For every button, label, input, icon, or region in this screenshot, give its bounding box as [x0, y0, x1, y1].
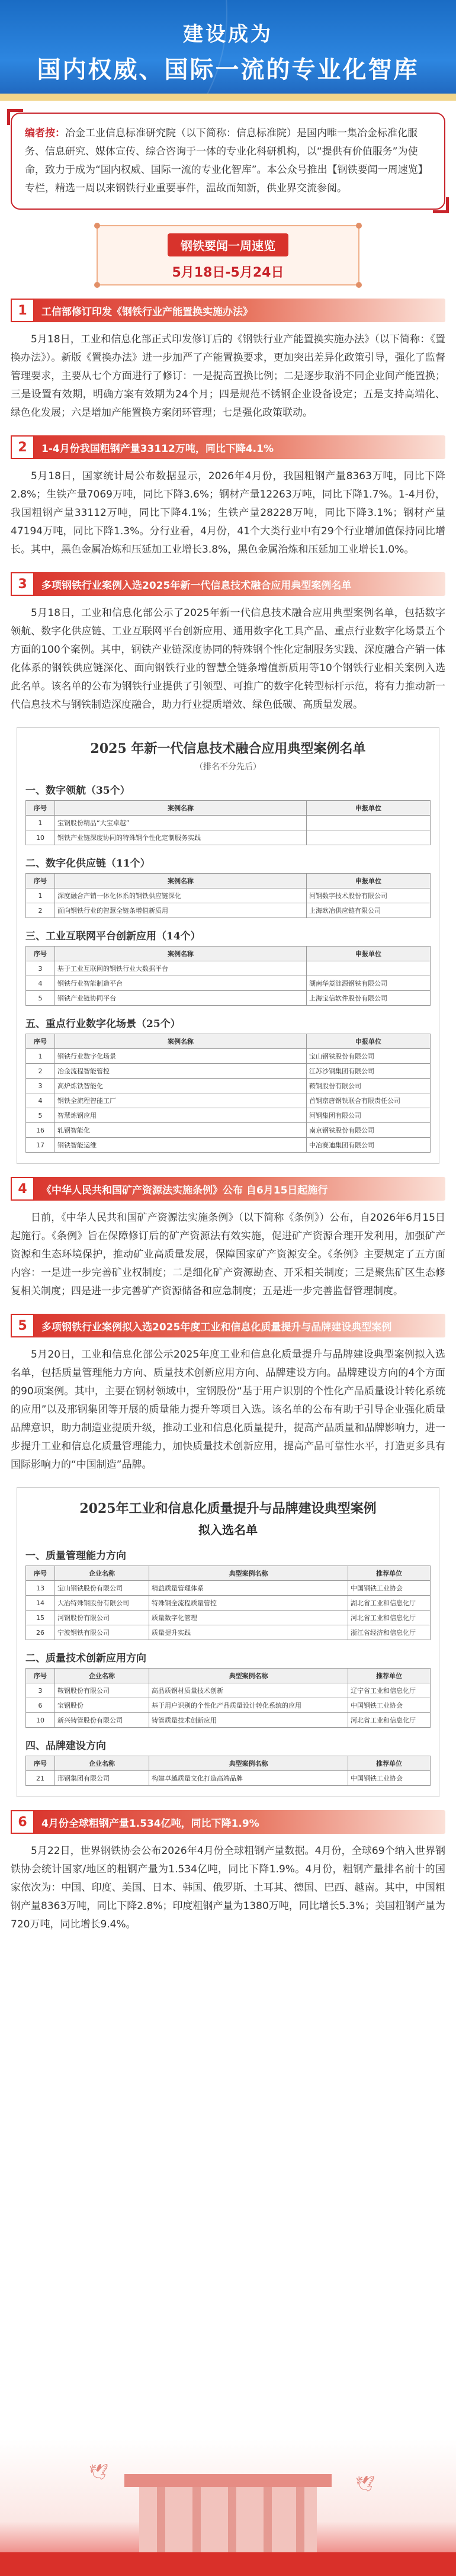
- section-title: 多项钢铁行业案例拟入选2025年度工业和信息化质量提升与品牌建设典型案例: [41, 1321, 392, 1333]
- case-list-document: [17, 1487, 439, 1797]
- row-unit: 上海宝信软件股份有限公司: [307, 991, 431, 1006]
- row-index: 17: [26, 1138, 55, 1153]
- table-row: [26, 1581, 431, 1596]
- row-case: 基于用户识别的个性化产品质量设计转化系统的应用: [149, 1698, 348, 1713]
- table-header-row: [26, 1669, 431, 1683]
- section-number: 5: [11, 1314, 34, 1337]
- section-paragraph: 5月22日，世界钢铁协会公布2026年4月份全球粗钢产量数据。4月份，全球69个纳入世界钢铁协会统计国家/地区的粗钢产量为1.534亿吨，同比下降1.9%。4月份，粗钢产量排名前十的国家依次为：中国、印度、美国、日本、韩国、俄罗斯、土耳其、德国、巴西、越南。其中，中国粗钢产量8363万吨，同比下降2.8%；印度粗钢产量为1380万吨，同比增长5.3%；美国粗钢产量为720万吨，同比增长9.4%。: [11, 1845, 445, 1930]
- news-section-5: [11, 1314, 445, 1797]
- building-column: [264, 2487, 272, 2552]
- case-table: [25, 1668, 431, 1728]
- category-heading: 五、重点行业数字化场景（25个）: [25, 1018, 181, 1030]
- case-table: [25, 1034, 431, 1153]
- table-row: [26, 888, 431, 903]
- row-unit: 首钢京唐钢铁联合有限责任公司: [307, 1093, 431, 1108]
- column-header: 案例名称: [55, 947, 307, 961]
- row-index: 3: [26, 1683, 55, 1698]
- row-unit: 江苏沙钢集团有限公司: [307, 1064, 431, 1079]
- dove-icon: 🕊: [89, 2463, 109, 2481]
- corner-dot: [94, 282, 100, 288]
- row-company: 鞍钢股份有限公司: [55, 1683, 149, 1698]
- footer-base: [0, 2552, 456, 2576]
- section-number: 3: [11, 572, 34, 596]
- column-header: 企业名称: [55, 1566, 149, 1581]
- row-unit: 上海欧冶供应链有限公司: [307, 903, 431, 918]
- editor-note-label: 编者按：: [25, 127, 65, 139]
- category-heading: 一、质量管理能力方向: [25, 1550, 126, 1562]
- row-unit: 中冶赛迪集团有限公司: [307, 1138, 431, 1153]
- table-row: [26, 1138, 431, 1153]
- table-row: [26, 1064, 431, 1079]
- editor-note: [11, 113, 445, 210]
- row-name: 基于工业互联网的钢铁行业大数据平台: [55, 961, 307, 976]
- row-name: 宝钢股份精品“大宝卓越”: [55, 816, 307, 830]
- case-table: [25, 873, 431, 918]
- section-number: 2: [11, 435, 34, 459]
- section-title: 4月份全球粗钢产量1.534亿吨，同比下降1.9%: [41, 1817, 259, 1830]
- banner-title-line2: 国内权威、国际一流的专业化智库: [37, 56, 419, 84]
- row-index: 1: [26, 816, 55, 830]
- row-unit: 河钢数字技术股份有限公司: [307, 888, 431, 903]
- column-header: 申报单位: [307, 874, 431, 888]
- table-row: [26, 1698, 431, 1713]
- row-case: 质量数字化管理: [149, 1611, 348, 1625]
- table-row: [26, 1611, 431, 1625]
- row-recommender: 辽宁省工业和信息化厅: [348, 1683, 431, 1698]
- row-name: 深度融合产销一体化体系的钢铁供应链深化: [55, 888, 307, 903]
- document-title: 2025年工业和信息化质量提升与品牌建设典型案例: [79, 1501, 377, 1516]
- column-header: 序号: [26, 874, 55, 888]
- corner-dot: [356, 223, 362, 229]
- column-header: 序号: [26, 947, 55, 961]
- section-number: 1: [11, 299, 34, 322]
- section-paragraph: 5月18日，工业和信息化部正式印发修订后的《钢铁行业产能置换实施办法》（以下简称：《置换办法》）。新版《置换办法》进一步加严了产能置换要求，更加突出差异化政策引导，强化了监督管理要求，主要从七个方面进行了修订：一是提高置换比例；二是逐步取消不同企业间产能置换；三是设置有效期，明确方案有效期为24个月；四是规范不锈钢企业设备设定；五是支持高端化、绿色化发展；六是增加产能置换方案闭环管理；七是强化政策联动。: [11, 333, 445, 419]
- column-header: 企业名称: [55, 1669, 149, 1683]
- row-index: 10: [26, 830, 55, 845]
- section-number: 6: [11, 1810, 34, 1834]
- news-section-1: [11, 299, 445, 422]
- section-title-bar: [11, 299, 445, 322]
- category-heading: 一、数字领航（35个）: [25, 785, 130, 797]
- column-header: 案例名称: [55, 801, 307, 816]
- news-section-3: [11, 572, 445, 1164]
- row-recommender: 湖北省工业和信息化厅: [348, 1596, 431, 1611]
- section-title-bar: [11, 1177, 445, 1201]
- row-company: 宁波钢铁有限公司: [55, 1625, 149, 1640]
- column-header: 案例名称: [55, 874, 307, 888]
- row-index: 21: [26, 1771, 55, 1786]
- table-row: [26, 976, 431, 991]
- row-company: 宝钢股份: [55, 1698, 149, 1713]
- column-header: 推荐单位: [348, 1566, 431, 1581]
- table-row: [26, 1108, 431, 1123]
- row-name: 钢铁产业链协同平台: [55, 991, 307, 1006]
- row-index: 3: [26, 1079, 55, 1093]
- document-subtitle: （排名不分先后）: [195, 762, 261, 772]
- column-header: 序号: [26, 1669, 55, 1683]
- column-header: 申报单位: [307, 801, 431, 816]
- editor-note-text: 冶金工业信息标准研究院（以下简称：信息标准院）是国内唯一集冶金标准化服务、信息研究、媒体宣传、综合咨询于一体的专业化科研机构，以“提供有价值服务”为使命，致力于成为“国内权威、国际一流的专业化智库”。本公众号推出【钢铁要闻一周速览】专栏，精选一周以来钢铁行业重要事件，温故而知新，供业界交流参阅。: [25, 127, 428, 194]
- category-heading: 二、数字化供应链（11个）: [25, 858, 150, 870]
- row-company: 河钢股份有限公司: [55, 1611, 149, 1625]
- row-company: 宝山钢铁股份有限公司: [55, 1581, 149, 1596]
- column-header: 推荐单位: [348, 1756, 431, 1771]
- column-header: 案例名称: [55, 1034, 307, 1049]
- corner-decoration: [7, 109, 23, 125]
- table-row: [26, 830, 431, 845]
- case-table: [25, 800, 431, 845]
- table-row: [26, 1683, 431, 1698]
- table-header-row: [26, 874, 431, 888]
- row-unit: [307, 816, 431, 830]
- weekly-header: [97, 225, 359, 285]
- dove-icon: 🕊: [355, 2475, 375, 2493]
- section-paragraph: 5月20日，工业和信息化部公示2025年度工业和信息化质量提升与品牌建设典型案例拟入选名单，包括质量管理能力方向、质量技术创新应用方向、品牌建设方向。品牌建设方向的4个方面的90项案例。其中，主要在钢材领域中，宝钢股份“基于用户识别的个性化产品质量设计转化系统的应用”以及邢钢集团等开展的质量能力提升等项目入选。该名单的公布有助于引导企业强化质量品牌意识，助力制造业提质升级，推动工业和信息化质量提升，提高产品质量和品牌影响力，进一步提升工业和信息化质量管理能力，加快质量技术创新应用，提高产品可靠性水平，打造更多具有国际影响力的“中国制造”品牌。: [11, 1349, 445, 1471]
- row-name: 高炉炼铁智能化: [55, 1079, 307, 1093]
- row-index: 2: [26, 903, 55, 918]
- column-header: 序号: [26, 1756, 55, 1771]
- row-index: 4: [26, 976, 55, 991]
- table-row: [26, 816, 431, 830]
- row-index: 15: [26, 1611, 55, 1625]
- column-header: 序号: [26, 1034, 55, 1049]
- building-roof: [124, 2474, 332, 2487]
- category-heading: 三、工业互联网平台创新应用（14个）: [25, 931, 201, 942]
- row-recommender: 河北省工业和信息化厅: [348, 1611, 431, 1625]
- case-table: [25, 946, 431, 1006]
- row-index: 4: [26, 1093, 55, 1108]
- table-row: [26, 991, 431, 1006]
- row-recommender: 浙江省经济和信息化厅: [348, 1625, 431, 1640]
- row-company: 新兴铸管股份有限公司: [55, 1713, 149, 1728]
- row-unit: [307, 961, 431, 976]
- row-index: 2: [26, 1064, 55, 1079]
- row-index: 3: [26, 961, 55, 976]
- section-paragraph: 5月18日，国家统计局公布数据显示，2026年4月份，我国粗钢产量8363万吨，同比下降2.8%；生铁产量7069万吨，同比下降3.6%；钢材产量12263万吨，同比下降1.7%。1-4月份，我国粗钢产量33112万吨，同比下降4.1%；生铁产量28228万吨，同比下降3.1%；钢材产量47194万吨，同比下降1.3%。分行业看，4月份，41个大类行业中有29个行业增加值保持同比增长。其中，黑色金属冶炼和压延加工业增长3.8%，黑色金属治炼和压延加工业增长1.0%。: [11, 470, 445, 556]
- section-paragraph: 5月18日，工业和信息化部公示了2025年新一代信息技术融合应用典型案例名单，包括数字领航、数字化供应链、工业互联网平台创新应用、通用数字化工具产品、重点行业数字化场景五个方面的100个案例。其中，钢铁产业链深度协同的特殊钢个性化定制服务实践、深度融合产销一体化体系的钢铁供应链深化、面向钢铁行业的智慧全链条增值新质用等10个钢铁行业相关案例入选此名单。该名单的公布为钢铁行业提供了引领型、可推广的数字化转型标杆示范，将有力推动新一代信息技术与钢铁制造深度融合，助力行业提质增效、绿色低碳、高质量发展。: [11, 607, 445, 711]
- table-header-row: [26, 1034, 431, 1049]
- section-title-bar: [11, 1314, 445, 1337]
- row-company: 大冶特殊钢股份有限公司: [55, 1596, 149, 1611]
- table-row: [26, 1625, 431, 1640]
- weekly-header-dates: 5月18日-5月24日: [172, 265, 284, 280]
- section-title-bar: [11, 1810, 445, 1834]
- row-unit: 宝山钢铁股份有限公司: [307, 1049, 431, 1064]
- weekly-header-label: 钢铁要闻一周速览: [168, 233, 288, 256]
- banner-decoration: [0, 0, 227, 101]
- row-unit: 湖南华菱涟源钢铁有限公司: [307, 976, 431, 991]
- row-name: 钢铁行业智能制造平台: [55, 976, 307, 991]
- table-row: [26, 1093, 431, 1108]
- row-index: 16: [26, 1123, 55, 1138]
- row-name: 钢铁智能运维: [55, 1138, 307, 1153]
- row-index: 26: [26, 1625, 55, 1640]
- table-row: [26, 903, 431, 918]
- column-header: 典型案例名称: [149, 1669, 348, 1683]
- row-index: 13: [26, 1581, 55, 1596]
- row-case: 铸管质量技术创新应用: [149, 1713, 348, 1728]
- row-name: 钢铁产业链深度协同的特殊钢个性化定制服务实践: [55, 830, 307, 845]
- row-unit: [307, 830, 431, 845]
- column-header: 典型案例名称: [149, 1756, 348, 1771]
- row-index: 1: [26, 1049, 55, 1064]
- column-header: 企业名称: [55, 1756, 149, 1771]
- building-column: [296, 2487, 304, 2552]
- row-index: 10: [26, 1713, 55, 1728]
- row-index: 5: [26, 1108, 55, 1123]
- case-list-document: [17, 727, 439, 1164]
- row-index: 14: [26, 1596, 55, 1611]
- row-name: 轧钢智能化: [55, 1123, 307, 1138]
- row-name: 智慧炼钢应用: [55, 1108, 307, 1123]
- row-recommender: 中国钢铁工业协会: [348, 1698, 431, 1713]
- table-row: [26, 1079, 431, 1093]
- section-title: 1-4月份我国粗钢产量33112万吨，同比下降4.1%: [41, 442, 274, 455]
- section-title: 工信部修订印发《钢铁行业产能置换实施办法》: [41, 306, 253, 318]
- row-index: 5: [26, 991, 55, 1006]
- section-title-bar: [11, 572, 445, 596]
- news-section-2: [11, 435, 445, 559]
- section-title-bar: [11, 435, 445, 459]
- table-header-row: [26, 801, 431, 816]
- row-name: 钢铁行业数字化场景: [55, 1049, 307, 1064]
- header-banner: [0, 0, 456, 101]
- case-table: [25, 1756, 431, 1786]
- row-recommender: 中国钢铁工业协会: [348, 1771, 431, 1786]
- row-index: 6: [26, 1698, 55, 1713]
- case-table: [25, 1566, 431, 1640]
- table-row: [26, 1596, 431, 1611]
- row-unit: 鞍钢股份有限公司: [307, 1079, 431, 1093]
- row-name: 面向钢铁行业的智慧全链条增值新质用: [55, 903, 307, 918]
- document-title: 2025 年新一代信息技术融合应用典型案例名单: [90, 741, 366, 756]
- corner-dot: [356, 282, 362, 288]
- column-header: 推荐单位: [348, 1669, 431, 1683]
- table-header-row: [26, 1566, 431, 1581]
- row-company: 邢钢集团有限公司: [55, 1771, 149, 1786]
- row-name: 冶金流程智能管控: [55, 1064, 307, 1079]
- news-section-4: [11, 1177, 445, 1301]
- corner-dot: [94, 223, 100, 229]
- row-unit: 河钢集团有限公司: [307, 1108, 431, 1123]
- table-header-row: [26, 947, 431, 961]
- building-column: [157, 2487, 165, 2552]
- section-number: 4: [11, 1177, 34, 1201]
- row-case: 质量提升实践: [149, 1625, 348, 1640]
- banner-title-line1: 建设成为: [183, 23, 273, 46]
- row-case: 高品质钢材质量技术创新: [149, 1683, 348, 1698]
- column-header: 序号: [26, 801, 55, 816]
- row-unit: 南京钢铁股份有限公司: [307, 1123, 431, 1138]
- news-section-6: [11, 1810, 445, 1934]
- column-header: 序号: [26, 1566, 55, 1581]
- section-title: 多项钢铁行业案例入选2025年新一代信息技术融合应用典型案例名单: [41, 579, 352, 592]
- row-case: 构建卓越质量文化打造高端品牌: [149, 1771, 348, 1786]
- column-header: 申报单位: [307, 1034, 431, 1049]
- building-column: [192, 2487, 201, 2552]
- row-case: 精益质量管理体系: [149, 1581, 348, 1596]
- row-index: 1: [26, 888, 55, 903]
- column-header: 申报单位: [307, 947, 431, 961]
- category-heading: 四、品牌建设方向: [25, 1740, 106, 1752]
- column-header: 典型案例名称: [149, 1566, 348, 1581]
- row-recommender: 河北省工业和信息化厅: [348, 1713, 431, 1728]
- row-case: 特殊钢全流程质量管控: [149, 1596, 348, 1611]
- section-paragraph: 日前，《中华人民共和国矿产资源法实施条例》（以下简称《条例》）公布，自2026年6月15日起施行。《条例》旨在保障修订后的矿产资源法有效实施，促进矿产资源合理开发利用，加强矿产资源和生态环境保护，推动矿业高质量发展，保障国家矿产资源安全。《条例》主要规定了五方面内容：一是进一步完善矿业权制度；二是细化矿产资源勘查、开采相关制度；三是聚焦矿区生态修复相关制度；四是进一步完善矿产资源储备和应急制度；五是进一步完善监督管理制度。: [11, 1212, 445, 1297]
- table-row: [26, 1713, 431, 1728]
- row-name: 钢铁全流程智能工厂: [55, 1093, 307, 1108]
- table-header-row: [26, 1756, 431, 1771]
- category-heading: 二、质量技术创新应用方向: [25, 1653, 146, 1664]
- document-subtitle: 拟入选名单: [198, 1523, 258, 1537]
- row-recommender: 中国钢铁工业协会: [348, 1581, 431, 1596]
- corner-decoration: [433, 197, 449, 213]
- banner-stripe: [0, 94, 456, 101]
- footer-illustration: [0, 2440, 456, 2576]
- table-row: [26, 961, 431, 976]
- table-row: [26, 1123, 431, 1138]
- building-column: [228, 2487, 236, 2552]
- table-row: [26, 1771, 431, 1786]
- table-row: [26, 1049, 431, 1064]
- section-title: 《中华人民共和国矿产资源法实施条例》公布 自6月15日起施行: [41, 1184, 328, 1196]
